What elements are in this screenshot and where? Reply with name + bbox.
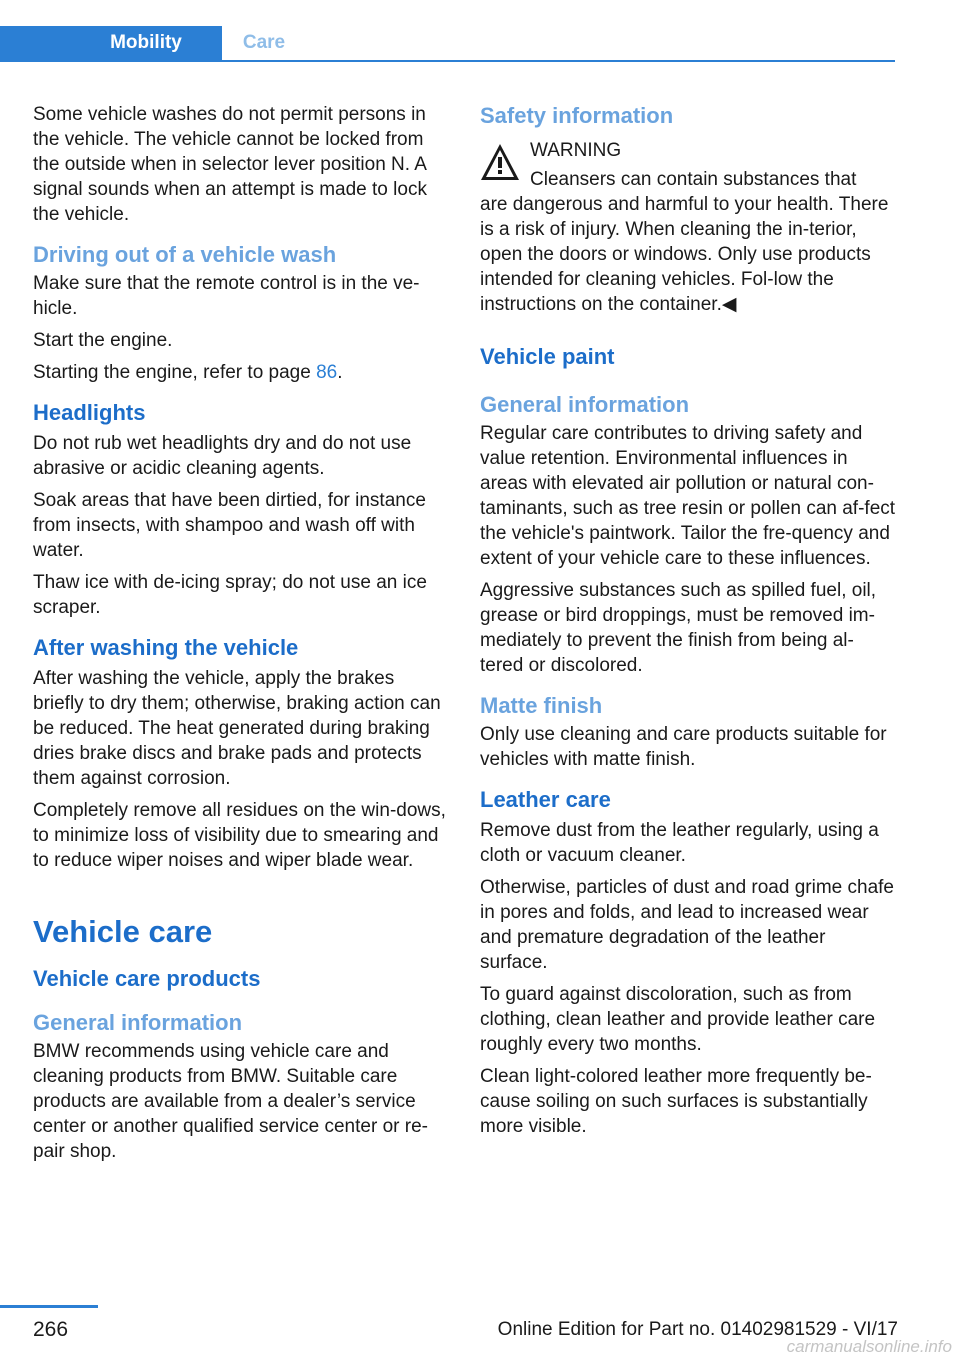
- page-reference-link[interactable]: 86: [316, 362, 338, 383]
- paint-p1: Regular care contributes to driving safety and value retention. Environmental influences in areas with elevated air pollution or natural con‐taminants, such as tree resin or pollen can af‐fect the vehicle's paintwork. Tailor the fre‐quency and extent of your vehicle care to these influences.: [480, 423, 896, 569]
- headlights-heading: Headlights: [33, 400, 146, 425]
- watermark: carmanualsonline.info: [786, 1337, 952, 1356]
- warning-text: are dangerous and harmful to your health. There is a risk of injury. When cleaning the in‐terior, open the doors or windows. Only use products intended for cleaning vehicles. Fol‐low the instructions on the container.◀: [480, 194, 889, 315]
- header-divider: [0, 60, 895, 62]
- vehicle-care-heading: Vehicle care: [33, 914, 213, 949]
- leather-p4: Clean light-colored leather more frequently be‐cause soiling on such surfaces is substantially more visible.: [480, 1066, 872, 1137]
- warning-label: WARNING: [530, 140, 622, 161]
- driving-out-p2: Start the engine.: [33, 330, 173, 351]
- after-washing-p1: After washing the vehicle, apply the brakes briefly to dry them; otherwise, braking action can be reduced. The heat generated during braking dries brake discs and brake pads and protects them against corrosion.: [33, 668, 441, 789]
- headlights-p1: Do not rub wet headlights dry and do not use abrasive or acidic cleaning agents.: [33, 433, 412, 479]
- driving-out-p1: Make sure that the remote control is in the ve‐hicle.: [33, 273, 420, 319]
- driving-out-p3: Starting the engine, refer to page 86.: [33, 362, 343, 383]
- warning-triangle-icon: [480, 142, 520, 182]
- vehicle-care-products-heading: Vehicle care products: [33, 966, 261, 991]
- left-column: [33, 102, 449, 1171]
- after-washing-p2: Completely remove all residues on the win‐dows, to minimize loss of visibility due to smearing and to reduce wiper noises and wiper blade wear.: [33, 800, 446, 871]
- safety-information-heading: Safety information: [480, 103, 674, 128]
- matte-p1: Only use cleaning and care products suitable for vehicles with matte finish.: [480, 724, 887, 770]
- footer-accent-line: [0, 1305, 98, 1308]
- paint-p2: Aggressive substances such as spilled fuel, oil, grease or bird droppings, must be removed im‐mediately to prevent the finish from being al‐tered or discolored.: [480, 580, 877, 676]
- safety-warning-block: [480, 102, 896, 317]
- right-column: [480, 102, 896, 1146]
- leather-p1: Remove dust from the leather regularly, using a cloth or vacuum cleaner.: [480, 820, 879, 866]
- vehicle-care-p1: BMW recommends using vehicle care and cleaning products from BMW. Suitable care products are available from a dealer’s service center or another qualified service center or re‐pair shop.: [33, 1041, 428, 1162]
- matte-finish-heading: Matte finish: [480, 693, 603, 718]
- vehicle-paint-heading: Vehicle paint: [480, 344, 615, 369]
- headlights-p3: Thaw ice with de-icing spray; do not use an ice scraper.: [33, 572, 427, 618]
- tab-mobility[interactable]: Mobility: [0, 26, 222, 60]
- leather-p2: Otherwise, particles of dust and road grime chafe in pores and folds, and lead to increased wear and premature degradation of the leather surface.: [480, 877, 894, 973]
- intro-paragraph: Some vehicle washes do not permit persons in the vehicle. The vehicle cannot be locked from the outside when in selector lever position N. A signal sounds when an attempt is made to lock the vehicle.: [33, 104, 427, 225]
- leather-care-heading: Leather care: [480, 787, 611, 812]
- paint-general-heading: General information: [480, 392, 690, 417]
- after-washing-heading: After washing the vehicle: [33, 635, 299, 660]
- headlights-p2: Soak areas that have been dirtied, for instance from insects, with shampoo and wash off with water.: [33, 490, 426, 561]
- general-information-heading: General information: [33, 1010, 243, 1035]
- page-number: 266: [33, 1318, 69, 1341]
- warning-first-line: Cleansers can contain substances that: [530, 169, 857, 190]
- leather-p3: To guard against discoloration, such as from clothing, clean leather and provide leather care roughly every two months.: [480, 984, 876, 1055]
- driving-out-heading: Driving out of a vehicle wash: [33, 242, 337, 267]
- tab-care[interactable]: Care: [242, 32, 286, 53]
- edition-text: Online Edition for Part no. 01402981529 - VI/17: [497, 1319, 898, 1340]
- header-tabs: [0, 26, 895, 62]
